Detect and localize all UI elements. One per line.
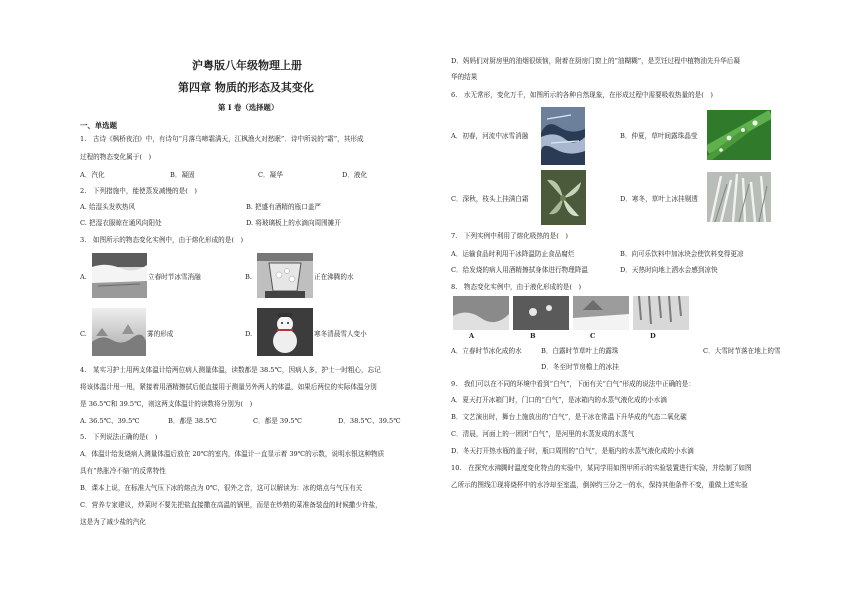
q4-stem-line2: 将该体温计甩一甩，紧接着用酒精擦拭后便直接用于测量另外两人的体温，如果后两位的实际体温分别 (80, 383, 377, 391)
q4-option-d: D．38.5℃、39.5℃ (338, 417, 401, 425)
q5-option-a-line1: A．体温计给发烧病人测量体温后放在 20℃的室内，体温计一直显示着 39℃的示数，说明水银这种物质 (80, 450, 385, 458)
q9-option-d: D．冬天打开热水瓶的盖子时，瓶口周围的“白气”，是瓶内的水蒸气液化成的小水滴 (451, 447, 694, 455)
q6-river-ice-image (541, 107, 585, 165)
q1-stem-line2: 过程的物态变化属于( ) (80, 153, 152, 161)
q2-option-b: B. 把盛有酒精的瓶口盖严 (246, 203, 321, 211)
q8-option-b: B．白露时节草叶上的露珠 (541, 347, 619, 355)
q5-option-c-line1: C．营养专家建议，炒菜时不要先把盐直接撒在高温的锅里，而是在炒熟的菜准备装盘的时候撒少许盐， (80, 501, 382, 509)
q7-option-c: C．给发烧的病人用酒精擦拭身体进行物理降温 (451, 266, 588, 274)
q6-dew-grass-image (707, 110, 771, 160)
q1-option-b: B．凝固 (170, 171, 195, 179)
q1-option-a: A．汽化 (80, 171, 105, 179)
q3-stem: 3. 如图所示的物态变化实例中，由于熔化形成的是( ) (80, 236, 244, 244)
q9-option-a: A．夏天打开冰箱门时，门口的“白气”，是冰箱内的水蒸气液化成的小水滴 (451, 396, 667, 404)
q8-option-c: C．大雪时节落在地上的雪 (703, 347, 781, 355)
q6-option-a-label: A．初春，河流中冰雪消融 (451, 132, 529, 140)
q6-option-c-label: C．深秋，枝头上挂满白霜 (451, 195, 529, 203)
section-heading: 一、单选题 (80, 121, 117, 130)
q3-option-c-text: 雾的形成 (147, 330, 174, 338)
q7-option-a: A．运输食品时利用干冰降温防止食品腐烂 (451, 250, 575, 258)
q3-option-c-label: C. (80, 330, 87, 338)
q4-option-c: C．都是 39.5℃ (253, 417, 302, 425)
q1-option-c: C．凝华 (258, 171, 283, 179)
q1-option-d: D．液化 (342, 171, 368, 179)
q5-option-b: B．课本上说，在标准大气压下冰的熔点为 0℃，很外之音，这可以解读为：冰的熔点与气压有关 (80, 484, 363, 492)
q5-option-d-line2: 华的结果 (451, 73, 478, 81)
q3-option-b-label: B. (245, 273, 252, 281)
q2-option-c: C. 把湿衣服晾在通风向阳处 (80, 219, 162, 227)
chapter-title: 第四章 物质的形态及其变化 (178, 81, 314, 94)
q3-option-d-label: D. (245, 330, 253, 338)
q6-rime-grass-image (707, 172, 771, 222)
q2-option-a: A. 给湿头发吹热风 (80, 203, 136, 211)
q6-frost-leaves-image (541, 170, 586, 225)
q8-img-label-c: C (590, 332, 596, 340)
q3-option-d-text: 寒冬清晨雪人变小 (314, 330, 367, 338)
q9-option-b: B．文艺演出时，舞台上施放出的“白气”，是干冰在常温下升华成的气态二氧化碳 (451, 413, 687, 421)
q3-fog-image (92, 308, 146, 356)
q6-option-d-label: D．寒冬，草叶上冰挂剔透 (620, 195, 698, 203)
q3-option-a-text: 立春时节冰雪消融 (148, 273, 201, 281)
q8-stem: 8. 物态变化实例中，由于液化形成的是( ) (451, 283, 582, 291)
q7-stem: 7. 下列实例中利用了熔化吸热的是( ) (451, 232, 568, 240)
q4-option-b: B．都是 38.5℃ (168, 417, 217, 425)
q3-option-b-text: 正在沸腾的水 (314, 273, 354, 281)
q5-option-c-line2: 这是为了减少盐的汽化 (80, 518, 146, 526)
q4-stem-line1: 4. 某实习护士用两支体温计给两位病人测量体温，读数都是 38.5℃，因病人多，护士一时粗心，忘记 (80, 366, 381, 374)
q8-option-a: A．立春时节冰化成的水 (451, 347, 522, 355)
q5-option-d-line1: D．妈妈们对厨房里的油烟很烦恼，附着在厨房门窗上的“油糊糊”，是烹饪过程中植物油先升华后凝 (451, 57, 740, 65)
q3-boiling-water-image (257, 253, 313, 298)
q8-img-label-d: D (650, 332, 656, 340)
q7-option-d: D．天热时向地上洒水会感到凉快 (620, 266, 718, 274)
q3-option-a-label: A. (80, 273, 87, 281)
q2-option-d: D. 将玻璃板上的水滴向周围摊开 (246, 219, 341, 227)
q5-option-a-line2: 具有“热胀冷不缩“的反常特性 (80, 467, 166, 475)
q6-stem: 6. 水无常形，变化万千，如图所示的各种自然现象，在形成过程中需要吸收热量的是( ) (451, 91, 713, 99)
q4-option-a: A. 36.5℃、39.5℃ (80, 417, 140, 425)
q9-stem: 9. 我们可以在不同的环境中看到“白气”，下面有关“白气”形成的说法中正确的是： (451, 380, 695, 388)
q8-img-label-a: A (469, 332, 475, 340)
exam-title: 沪粤版八年级物理上册 (192, 59, 302, 72)
q5-stem: 5. 下列说法正确的是( ) (80, 433, 158, 441)
q7-option-b: B．向可乐饮料中加冰块会使饮料变得更凉 (620, 250, 744, 258)
q8-option-d: D．冬至时节房檐上的冰挂 (541, 363, 619, 371)
q10-stem-line1: 10. 在探究水沸腾时温度变化特点的实验中，某同学用如图甲所示的实验装置进行实验，并绘制了如图 (451, 464, 752, 472)
q8-img-label-b: B (530, 332, 536, 340)
q3-snow-melt-image (92, 253, 147, 298)
q1-stem-line1: 1. 古诗《枫桥夜泊》中，有诗句“月落乌啼霜满天，江枫渔火对愁眠”．诗中所说的“霜”，其形成 (80, 135, 364, 143)
q9-option-c: C．清晨，河面上的一团团“白气”，是河里的水蒸发成的水蒸气 (451, 430, 635, 438)
q2-stem: 2. 下列措施中，能使蒸发减慢的是( ) (80, 187, 197, 195)
q10-stem-line2: 乙所示的图线①现将烧杯中的水冷却至室温，倒掉约三分之一的水，保持其他条件不变，重做上述实验 (451, 481, 748, 489)
q6-option-b-label: B．仲夏，草叶间露珠晶莹 (620, 132, 698, 140)
q3-snowman-image (257, 308, 313, 356)
q4-stem-line3: 是 36.5℃和 39.5℃，则这两支体温计的读数将分别为( ) (80, 400, 253, 408)
volume-title: 第 I 卷（选择题） (218, 103, 279, 112)
